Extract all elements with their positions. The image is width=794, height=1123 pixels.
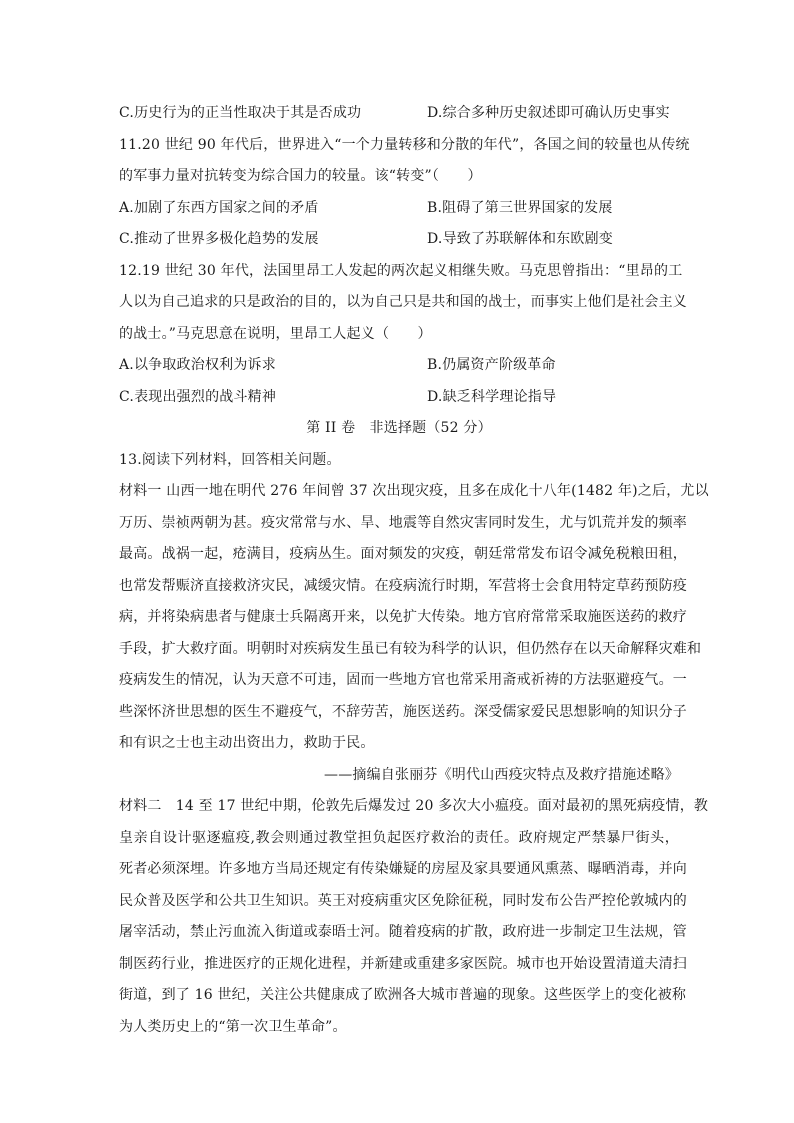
section-2-heading: 第 II 卷 非选择题（52 分） (306, 420, 492, 436)
q12-option-b[interactable]: B.仍属资产阶级革命 (427, 357, 556, 373)
q12-option-d[interactable]: D.缺乏科学理论指导 (427, 388, 557, 405)
material-1-line: 万历、崇祯两朝为甚。疫灾常常与水、旱、地震等自然灾害同时发生，尤与饥荒并发的频率 (119, 514, 687, 531)
material-2-line: 屠宰活动，禁止污血流入街道或泰晤士河。随着疫病的扩散，政府进一步制定卫生法规，管 (119, 924, 687, 940)
material-1-line: 和有识之士也主动出资出力，救助于民。 (119, 735, 375, 751)
question-13 (119, 445, 709, 1044)
q12-option-c[interactable]: C.表现出强烈的战斗精神 (119, 388, 277, 405)
q11-options-row-ab (119, 193, 679, 225)
q12-stem-line-3: 的战士。”马克思意在说明，里昂工人起义（ ） (119, 325, 432, 342)
q10-option-c[interactable]: C.历史行为的正当性取决于其是否成功 (119, 105, 362, 121)
material-1-line: 最高。战祸一起，疮满目，疫病丛生。面对频发的灾疫，朝廷常常发布诏令减免税粮田租， (119, 546, 687, 562)
q11-stem-line-2: 的军事力量对抗转变为综合国力的较量。该“转变”（ ） (119, 168, 482, 184)
material-1-line: 些深怀济世思想的医生不避疫气，不辞劳苦，施医送药。深受儒家爱民思想影响的知识分子 (119, 703, 687, 720)
q12-stem-line-2: 人以为自己追求的只是政治的目的，以为自己只是共和国的战士，而事实上他们是社会主义 (119, 294, 687, 310)
material-2-line: 为人类历史上的“第一次卫生革命”。 (119, 1018, 347, 1035)
exam-page (119, 98, 709, 1043)
material-2-line: 材料二 14 至 17 世纪中期，伦敦先后爆发过 20 多次大小瘟疫。面对最初的黑死病疫情，教 (119, 798, 709, 814)
material-2-line: 民众普及医学和公共卫生知识。英王对疫病重灾区免除征税，同时发布公告严控伦敦城内的 (119, 892, 687, 909)
q11-stem-line-1: 11.20 世纪 90 年代后，世界进入“一个力量转移和分散的年代”，各国之间的较量也从传统 (119, 136, 690, 153)
question-12 (119, 256, 687, 414)
material-2-line: 制医药行业，推进医疗的正规化进程，并新建或重建多家医院。城市也开始设置清道夫清扫 (119, 955, 687, 972)
material-1-line: 手段，扩大救疗面。明朝时对疾病发生虽已有较为科学的认识，但仍然存在以天命解释灾难和 (119, 640, 702, 657)
question-11 (119, 130, 690, 256)
q11-option-c[interactable]: C.推动了世界多极化趋势的发展 (119, 231, 319, 247)
q12-option-a[interactable]: A.以争取政治权利为诉求 (119, 357, 276, 373)
q10-options-row-cd (119, 98, 679, 130)
material-1-line: 病，并将染病患者与健康士兵隔离开来，以免扩大传染。地方官府常常采取施医送药的救疗 (119, 609, 687, 625)
material-1-line: 材料一 山西一地在明代 276 年间曾 37 次出现灾疫，且多在成化十八年(1482 年)之后，尤以 (119, 483, 709, 499)
material-1-source: ——摘编自张丽芬《明代山西疫灾特点及救疗措施述略》 (324, 766, 679, 783)
material-2-line: 街道，到了 16 世纪，关注公共健康成了欧洲各大城市普遍的现象。这些医学上的变化被称 (119, 987, 687, 1003)
q11-options-row-cd (119, 224, 679, 256)
q11-option-d[interactable]: D.导致了苏联解体和东欧剧变 (427, 231, 613, 247)
q12-stem-line-1: 12.19 世纪 30 年代，法国里昂工人发起的两次起义相继失败。马克思曾指出：“里昂的工 (119, 262, 683, 279)
material-1-line: 也常发帮赈济直接救济灾民，减缓灾情。在疫病流行时期，军营将士会食用特定草药预防疫 (119, 577, 687, 594)
q12-options-row-ab (119, 350, 679, 382)
material-2 (119, 791, 709, 1043)
material-2-line: 皇亲自设计驱逐瘟疫,教会则通过教堂担负起医疗救治的责任。政府规定严禁暴尸街头， (119, 829, 679, 846)
q10-option-d[interactable]: D.综合多种历史叙述即可确认历史事实 (427, 105, 670, 121)
q13-stem: 13.阅读下列材料，回答相关问题。 (119, 451, 341, 468)
q12-options-row-cd (119, 382, 679, 414)
material-1-line: 疫病发生的情况，认为天意不可违，固而一些地方官也常采用斋戒祈祷的方法驱避疫气。一 (119, 672, 687, 688)
q11-option-a[interactable]: A.加剧了东西方国家之间的矛盾 (119, 199, 319, 216)
q11-option-b[interactable]: B.阻碍了第三世界国家的发展 (427, 199, 613, 216)
material-2-line: 死者必须深埋。许多地方当局还规定有传染嫌疑的房屋及家具要通风熏蒸、曝晒消毒，并向 (119, 861, 687, 877)
material-1 (119, 476, 709, 791)
